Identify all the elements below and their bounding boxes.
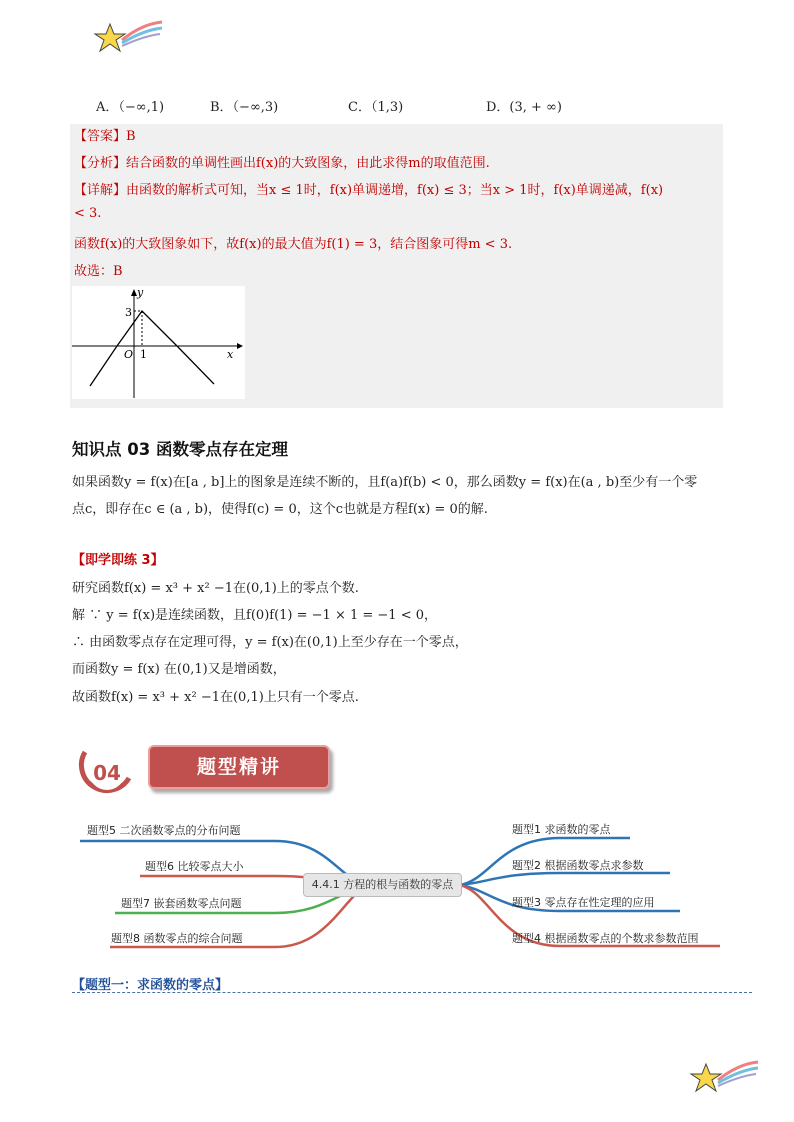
mindmap-left-2: 题型6 比较零点大小 [145, 860, 244, 873]
y-label: y [137, 286, 144, 299]
mindmap-right-2: 题型2 根据函数零点求参数 [512, 859, 644, 872]
solution-line-1: 解 ∵ y = f(x)是连续函数，且f(0)f(1) = −1 × 1 = −1 < 0， [72, 608, 438, 623]
theorem-line-1: 如果函数y = f(x)在[a , b]上的图象是连续不断的，且f(a)f(b) < 0，那么函数y = f(x)在(a , b)至少有一个零 [72, 475, 698, 490]
mindmap-left-3: 题型7 嵌套函数零点问题 [121, 897, 242, 910]
option-b: B．（−∞,3) [210, 100, 279, 115]
solution-line-3: 而函数y = f(x) 在(0,1)又是增函数， [72, 662, 286, 677]
exercise-heading: 【即学即练 3】 [72, 553, 164, 568]
analysis-line: 【分析】结合函数的单调性画出f(x)的大致图象，由此求得m的取值范围. [74, 156, 490, 171]
one-label: 1 [140, 348, 147, 361]
solution-line-4: 故函数f(x) = x³ + x² −1在(0,1)上只有一个零点. [72, 690, 359, 705]
section-banner [148, 745, 330, 789]
option-a: A．（−∞,1) [96, 100, 165, 115]
star-decoration-icon [92, 18, 164, 58]
origin-label: O [124, 348, 134, 361]
graph-curve [90, 311, 214, 386]
section-number-badge [77, 748, 137, 796]
detail-line-3: 函数f(x)的大致图象如下，故f(x)的最大值为f(1) = 3，结合图象可得m < 3. [74, 237, 513, 252]
mindmap-right-1: 题型1 求函数的零点 [512, 823, 611, 836]
mindmap-center: 4.4.1 方程的根与函数的零点 [303, 873, 462, 897]
knowledge-title: 知识点 03 函数零点存在定理 [72, 440, 288, 459]
solution-line-2: ∴ 由函数零点存在定理可得，y = f(x)在(0,1)上至少存在一个零点， [72, 635, 468, 650]
theorem-line-2: 点c，即存在c ∈ (a , b)，使得f(c) = 0，这个c也就是方程f(x) = 0的解. [72, 502, 488, 517]
mindmap-right-4: 题型4 根据函数零点的个数求参数范围 [512, 932, 699, 945]
star-decoration-bottom-icon [688, 1058, 760, 1098]
three-label: 3 [125, 306, 132, 319]
section-number: 04 [93, 761, 121, 785]
exercise-problem: 研究函数f(x) = x³ + x² −1在(0,1)上的零点个数. [72, 581, 359, 596]
dashed-divider [72, 992, 752, 993]
detail-line-1: 【详解】由函数的解析式可知，当x ≤ 1时，f(x)单调递增，f(x) ≤ 3；当x > 1时，f(x)单调递减，f(x) [74, 183, 664, 198]
mindmap-left-4: 题型8 函数零点的综合问题 [111, 932, 243, 945]
section-title: 题型精讲 [196, 756, 281, 778]
option-c: C．（1,3) [348, 100, 404, 115]
branch-2 [460, 873, 670, 885]
function-graph [72, 286, 245, 399]
detail-line-2: < 3. [74, 206, 102, 221]
mindmap-left-1: 题型5 二次函数零点的分布问题 [87, 824, 241, 837]
option-d: D．(3, + ∞) [486, 100, 562, 115]
x-label: x [227, 348, 234, 361]
answer-line: 【答案】B [74, 129, 136, 144]
type1-heading: 【题型一：求函数的零点】 [72, 978, 229, 993]
choice-line: 故选：B [74, 264, 123, 279]
mindmap-right-3: 题型3 零点存在性定理的应用 [512, 896, 655, 909]
